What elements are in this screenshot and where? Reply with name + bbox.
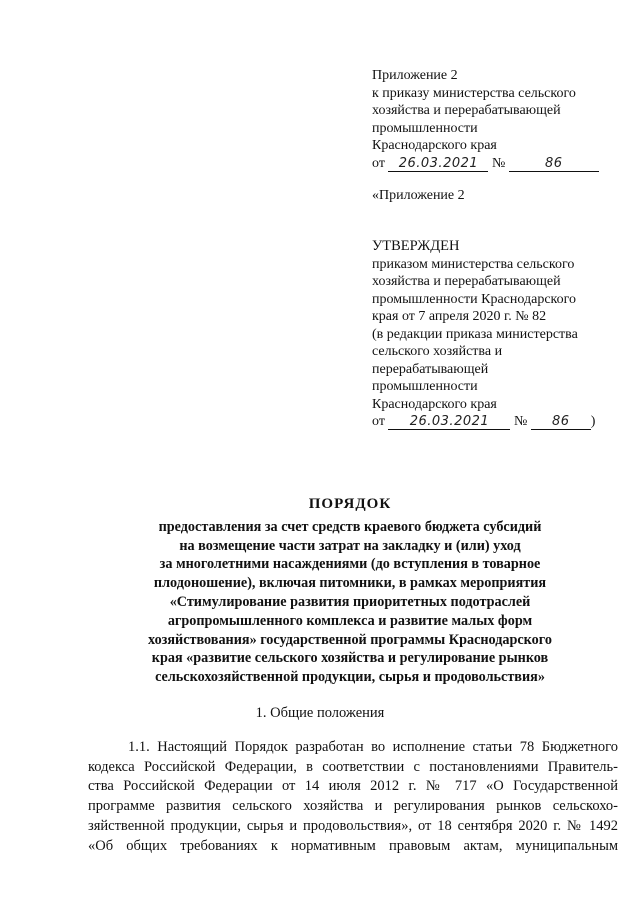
handwritten-date: 26.03.2021 [388, 414, 510, 430]
document-title [60, 495, 640, 687]
approved-line: хозяйства и перерабатывающей [372, 274, 561, 289]
approved-line: Краснодарского края [372, 396, 497, 412]
title-line: за многолетними насаждениями (до вступления в товарное [159, 556, 541, 573]
body-line: ства Российской Федерации от 14 июля 2012 г. № 717 «О Государственной [88, 778, 618, 795]
title-line: на возмещение части затрат на закладку и (или) уход [179, 537, 521, 554]
number-prefix: № [513, 414, 528, 429]
body-line: программе развития сельского хозяйства и регулирования рынков сельскохо- [88, 798, 618, 815]
approved-title: УТВЕРЖДЕН [372, 238, 460, 254]
title-line: плодоношение), включая питомники, в рамках мероприятия [153, 575, 547, 592]
quoted-appendix-label: «Приложение 2 [372, 188, 465, 203]
title-line: предоставления за счет средств краевого бюджета субсидий [158, 518, 542, 535]
title-line: «Стимулирование развития приоритетных подотраслей [169, 593, 531, 610]
appendix-line: к приказу министерства сельского [372, 85, 576, 101]
appendix-line: Приложение 2 [372, 68, 458, 83]
body-line: «Об общих требованиях к нормативным правовым актам, муниципальным [88, 837, 618, 854]
approved-block [372, 238, 634, 431]
handwritten-date: 26.03.2021 [388, 156, 488, 172]
approved-line: приказом министерства сельского [372, 256, 575, 272]
appendix-line: Краснодарского края [372, 138, 497, 153]
approved-line: сельского хозяйства и [372, 344, 503, 359]
body-paragraph [88, 738, 618, 856]
handwritten-number: 86 [531, 414, 591, 430]
body-line: 1.1. Настоящий Порядок разработан во исполнение статьи 78 Бюджетного [128, 739, 618, 755]
approved-line: перерабатывающей [372, 361, 489, 377]
approved-line: промышленности Краснодарского [372, 291, 577, 307]
title-line: сельскохозяйственной продукции, сырья и продовольствия» [155, 669, 545, 686]
handwritten-number: 86 [509, 156, 599, 172]
title-line: хозяйствования» государственной программы Краснодарского [148, 631, 552, 648]
title-main: ПОРЯДОК [308, 496, 392, 512]
title-line: агропромышленного комплекса и развитие малых форм [167, 612, 533, 629]
appendix-line: промышленности [372, 120, 478, 136]
number-prefix: № [491, 155, 506, 171]
quoted-appendix [372, 187, 634, 205]
appendix-line: хозяйства и перерабатывающей [372, 103, 561, 118]
appendix-header [372, 67, 634, 172]
title-line: края «развитие сельского хозяйства и регулирование рынков [151, 650, 549, 667]
appendix-date-line [372, 155, 634, 173]
approved-line: края от 7 апреля 2020 г. № 82 [372, 309, 547, 324]
approved-line: промышленности [372, 379, 478, 394]
approved-date-line [372, 413, 634, 431]
section-heading: 1. Общие положения [255, 705, 385, 721]
approved-line: (в редакции приказа министерства [372, 326, 578, 342]
body-line: кодекса Российской Федерации, в соответствии с постановлениями Правитель- [88, 758, 618, 775]
closing-paren: ) [590, 414, 596, 429]
date-prefix: от [372, 155, 385, 171]
body-line: зяйственной продукции, сырья и продовольствия», от 18 сентября 2020 г. № 1492 [88, 817, 618, 834]
date-prefix: от [372, 414, 385, 429]
